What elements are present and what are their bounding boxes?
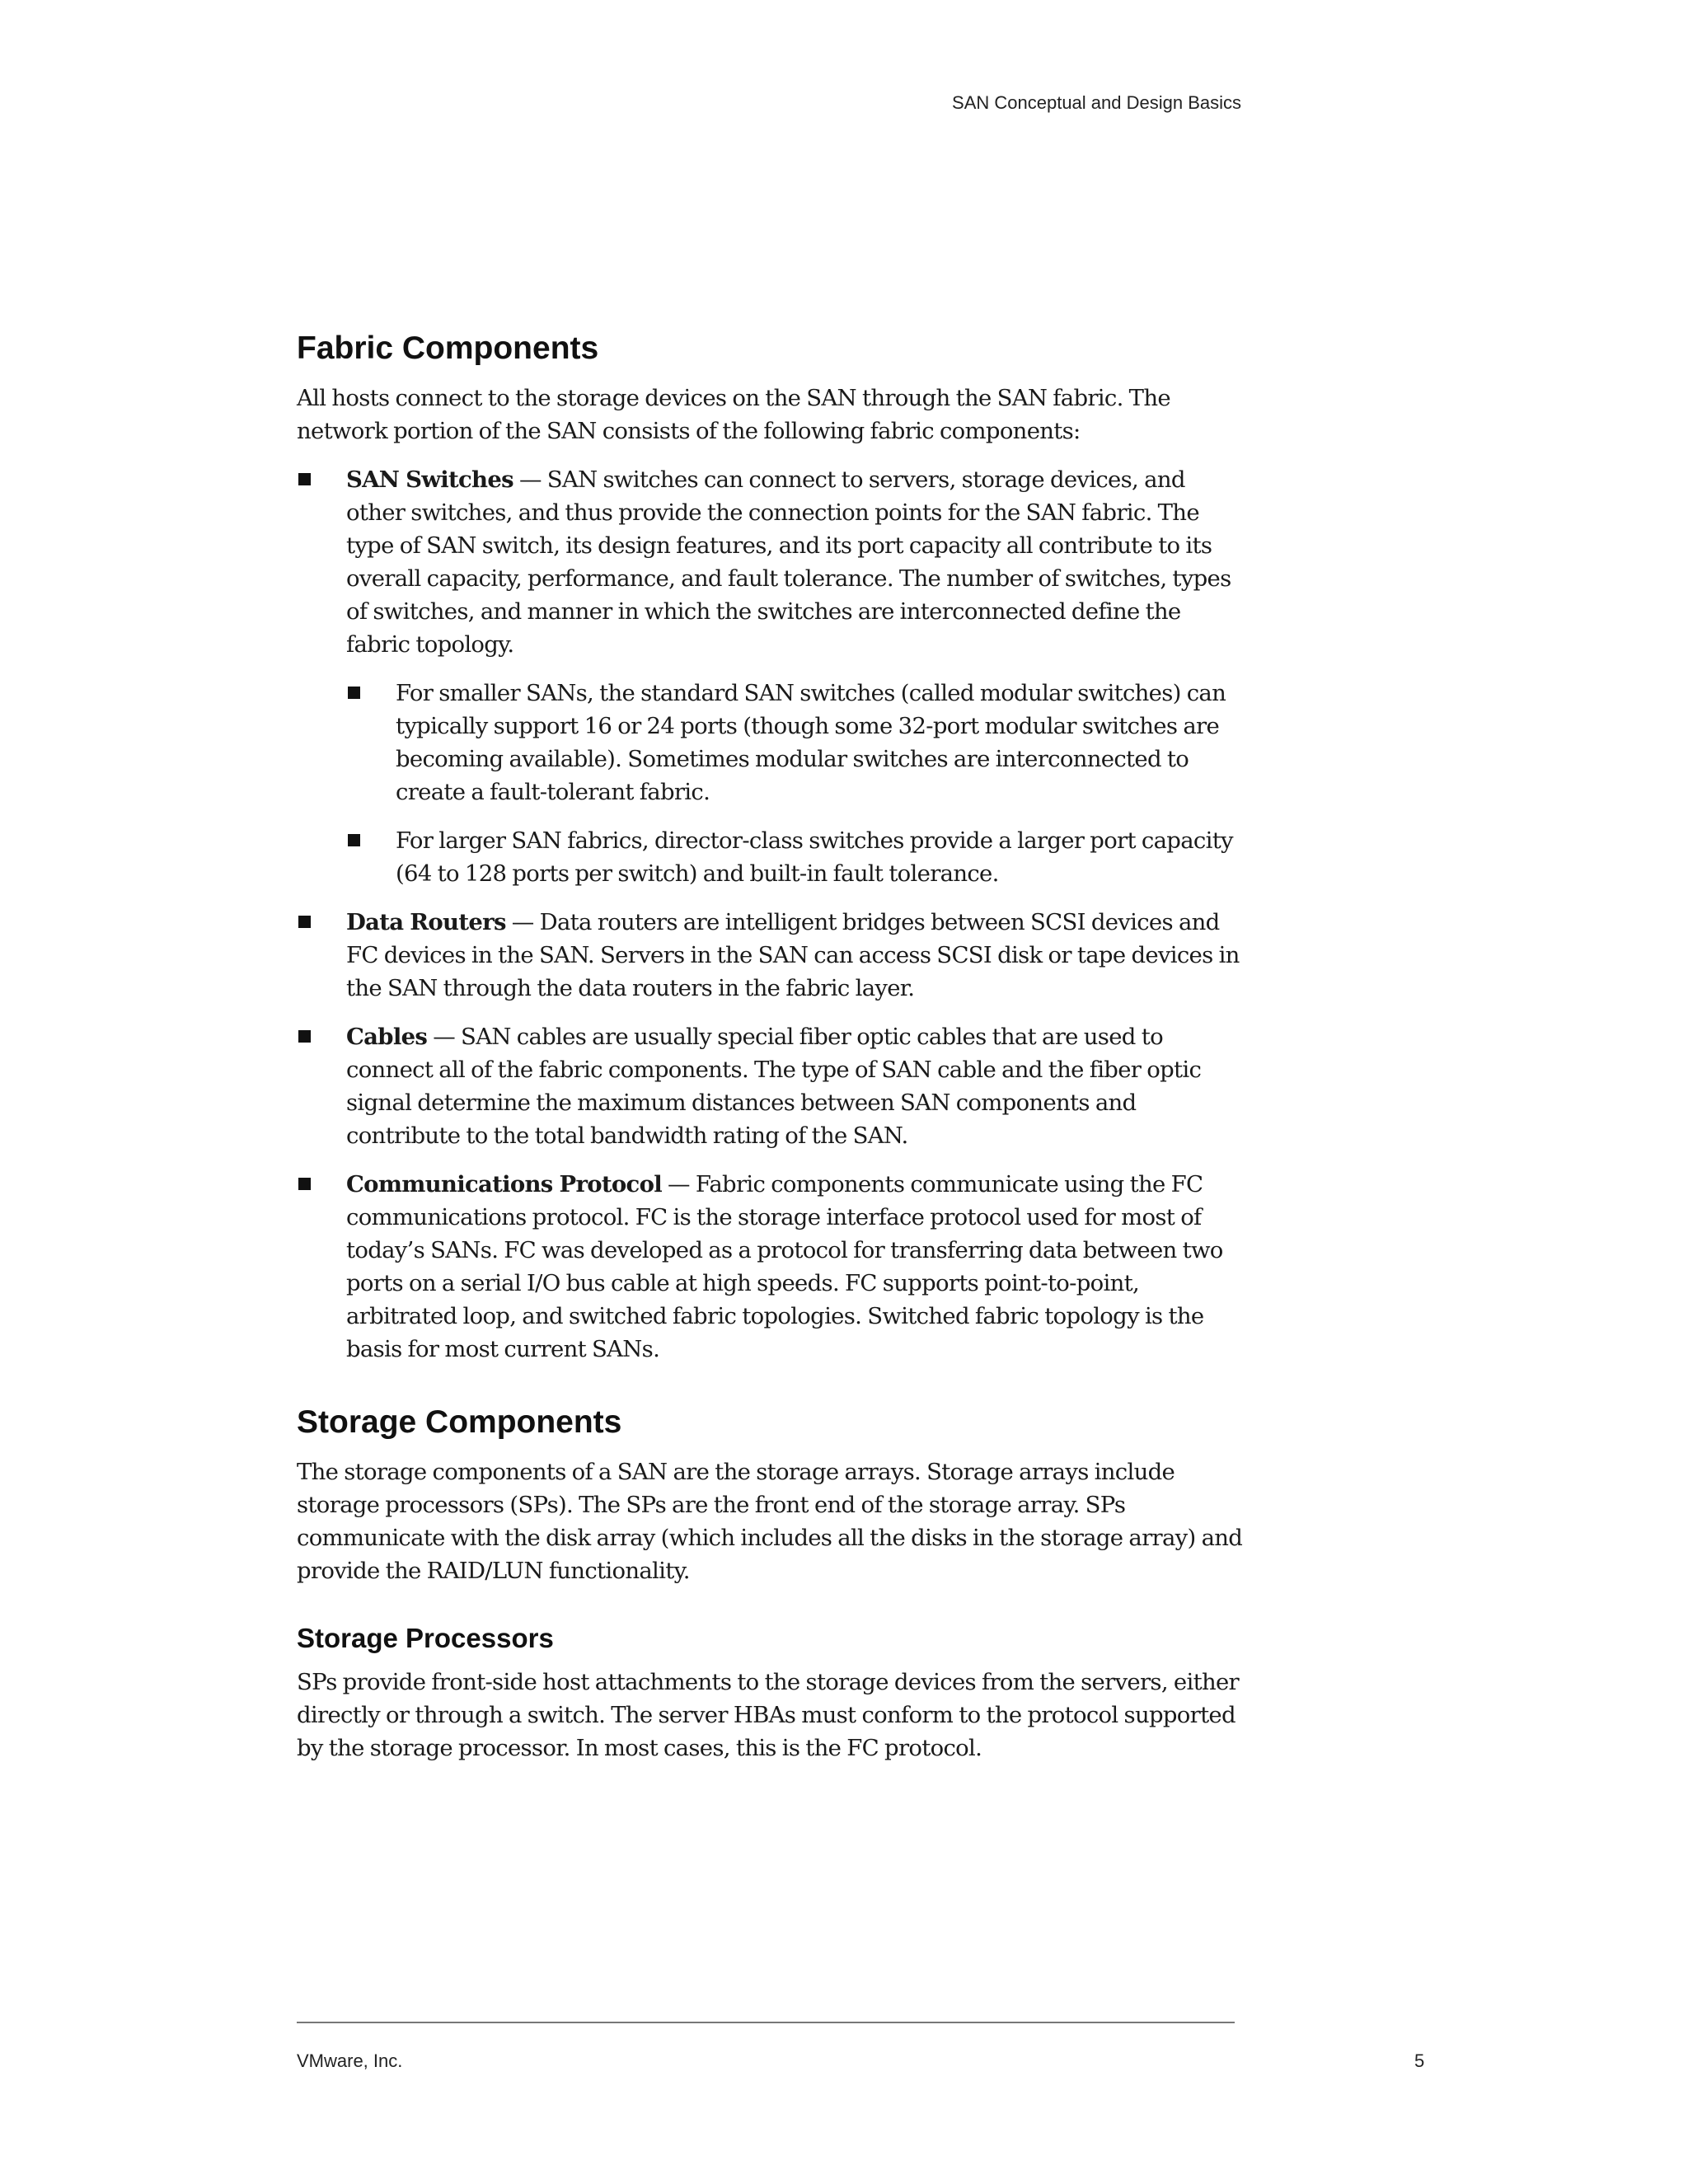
smaller-sans-paragraph: For smaller SANs, the standard SAN switches (called modular switches) can typically support 16 or 24 ports (though some 32-port modular switches are becoming available). Sometimes modular switches are interconnected to create a fault-tolerant fabric.: [396, 679, 1226, 805]
cables-term: Cables: [346, 1023, 428, 1050]
communications-protocol-term: Communications Protocol: [346, 1170, 662, 1197]
san-switches-term: SAN Switches: [346, 466, 513, 493]
square-bullet-icon: [298, 1178, 311, 1190]
cables-paragraph: [346, 1020, 1245, 1152]
data-routers-description: — Data routers are intelligent bridges between SCSI devices and FC devices in the SAN. Servers in the SAN can access SCSI disk or tape devices in the SAN through the data routers in the fabric layer.: [346, 908, 1240, 1001]
switch-sizes-sublist: [346, 677, 1245, 890]
storage-components-heading: Storage Components: [297, 1404, 622, 1440]
sublist-item-smaller-sans: [346, 677, 1245, 808]
storage-intro-paragraph: The storage components of a SAN are the storage arrays. Storage arrays include storage processors (SPs). The SPs are the front end of the storage array. SPs communicate with the disk array (which includes all the disks in the storage array) and provide the RAID/LUN functionality.: [297, 1458, 1243, 1584]
storage-processors-paragraph: SPs provide front-side host attachments to the storage devices from the servers, either directly or through a switch. The server HBAs must conform to the protocol supported by the storage processor. In most cases, this is the FC protocol.: [297, 1669, 1239, 1762]
main-content: [297, 330, 1245, 1765]
square-bullet-icon: [298, 916, 311, 928]
communications-protocol-paragraph: [346, 1168, 1245, 1366]
data-routers-term: Data Routers: [346, 908, 506, 935]
square-bullet-icon: [298, 1030, 311, 1043]
running-header: SAN Conceptual and Design Basics: [952, 92, 1241, 113]
fabric-intro-paragraph: All hosts connect to the storage devices on the SAN through the SAN fabric. The network portion of the SAN consists of the following fabric components:: [297, 384, 1170, 444]
fabric-components-heading: Fabric Components: [297, 330, 599, 366]
square-bullet-icon: [348, 687, 360, 699]
list-item-data-routers: [297, 906, 1245, 1005]
san-switches-paragraph: [346, 463, 1245, 661]
footer-divider: [297, 2022, 1235, 2023]
cables-description: — SAN cables are usually special fiber optic cables that are used to connect all of the fabric components. The type of SAN cable and the fiber optic signal determine the maximum distances between SAN components and contribute to the total bandwidth rating of the SAN.: [346, 1023, 1202, 1149]
storage-processors-heading: Storage Processors: [297, 1622, 554, 1653]
page-number: 5: [1414, 2050, 1425, 2071]
sublist-item-larger-sans: [346, 824, 1245, 890]
larger-sans-paragraph: For larger SAN fabrics, director-class switches provide a larger port capacity (64 to 128 ports per switch) and built-in fault tolerance.: [396, 827, 1233, 887]
list-item-san-switches: [297, 463, 1245, 890]
footer-company: VMware, Inc.: [297, 2050, 403, 2071]
square-bullet-icon: [348, 834, 360, 846]
list-item-cables: [297, 1020, 1245, 1152]
square-bullet-icon: [298, 473, 311, 485]
communications-protocol-description: — Fabric components communicate using the FC communications protocol. FC is the storage interface protocol used for most of today’s SANs. FC was developed as a protocol for transferring data between two ports on a serial I/O bus cable at high speeds. FC supports point-to-point, arbitrated loop, and switched fabric topologies. Switched fabric topology is the basis for most current SANs.: [346, 1170, 1223, 1362]
data-routers-paragraph: [346, 906, 1245, 1005]
san-switches-description: — SAN switches can connect to servers, storage devices, and other switches, and thus provide the connection points for the SAN fabric. The type of SAN switch, its design features, and its port capacity all contribute to its overall capacity, performance, and fault tolerance. The number of switches, types of switches, and manner in which the switches are interconnected define the fabric topology.: [346, 466, 1231, 658]
fabric-components-list: [297, 463, 1245, 1366]
list-item-communications-protocol: [297, 1168, 1245, 1366]
